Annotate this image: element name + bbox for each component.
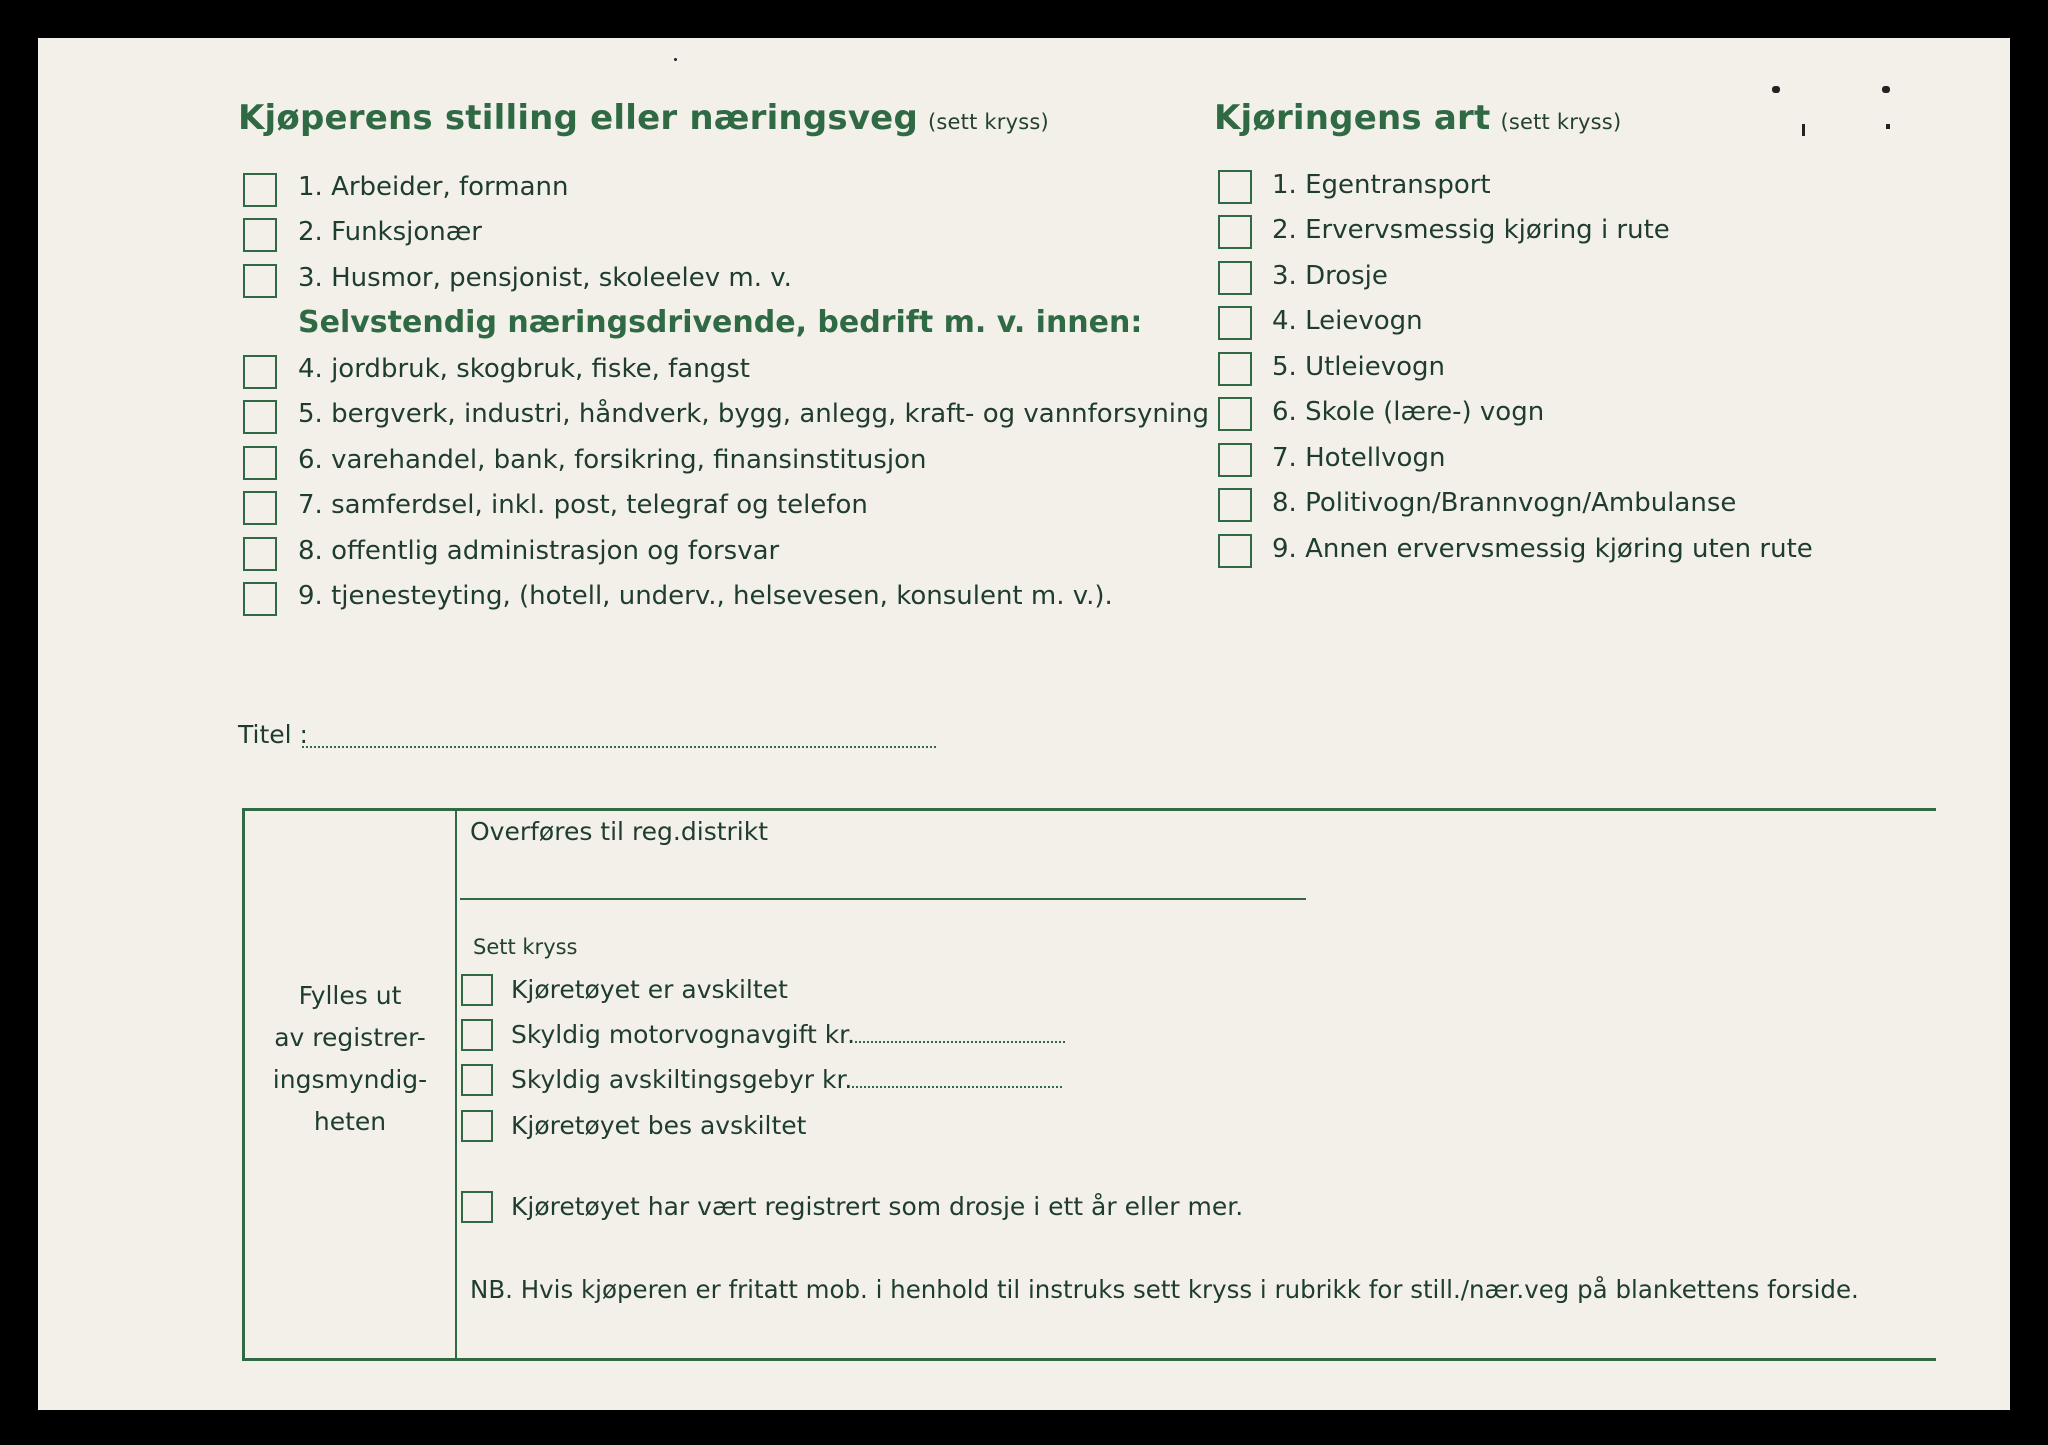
left-heading-text: Kjøperens stilling eller næringsveg — [238, 98, 918, 138]
right-heading — [1214, 98, 1621, 138]
occupation-item-3: 3. Husmor, pensjonist, skoleelev m. v. — [298, 263, 792, 293]
box-left-border — [242, 808, 245, 1361]
side-label-line-2: av registrer- — [274, 1023, 426, 1052]
deregistration-fee-amount-field[interactable] — [852, 1066, 1062, 1088]
request-deregistration-label: Kjøretøyet bes avskiltet — [511, 1111, 807, 1140]
checkbox-occupation-3[interactable] — [243, 264, 277, 298]
driving-item-9: 9. Annen ervervsmessig kjøring uten rute — [1272, 534, 1813, 564]
checkbox-driving-1[interactable] — [1218, 170, 1252, 204]
box-top-border — [242, 808, 1936, 811]
deregistration-fee-label — [511, 1065, 1062, 1094]
checkbox-deregistered[interactable] — [461, 974, 493, 1006]
side-label-line-3: ingsmyndig- — [272, 1065, 428, 1094]
title-dotted-line[interactable] — [302, 726, 936, 748]
checkbox-occupation-6[interactable] — [243, 446, 277, 480]
scan-speck — [674, 58, 677, 61]
vehicle-tax-owed-label — [511, 1020, 1065, 1049]
title-label: Titel : — [238, 720, 308, 749]
checkbox-vehicle-tax-owed[interactable] — [461, 1019, 493, 1051]
checkbox-driving-4[interactable] — [1218, 306, 1252, 340]
occupation-item-1: 1. Arbeider, formann — [298, 172, 569, 202]
left-heading-hint: (sett kryss) — [927, 110, 1049, 134]
driving-item-6: 6. Skole (lære-) vogn — [1272, 397, 1545, 427]
scan-speck — [1886, 124, 1890, 129]
occupation-item-7: 7. samferdsel, inkl. post, telegraf og telefon — [298, 490, 868, 520]
checkbox-driving-8[interactable] — [1218, 488, 1252, 522]
deregistered-label: Kjøretøyet er avskiltet — [511, 975, 788, 1004]
scan-speck — [1882, 86, 1890, 93]
checkbox-occupation-7[interactable] — [243, 491, 277, 525]
title-field — [238, 720, 308, 749]
checkbox-driving-6[interactable] — [1218, 397, 1252, 431]
registered-as-taxi-label: Kjøretøyet har vært registrert som drosje i ett år eller mer. — [511, 1192, 1244, 1221]
occupation-item-8: 8. offentlig administrasjon og forsvar — [298, 536, 780, 566]
driving-item-1: 1. Egentransport — [1272, 170, 1491, 200]
checkbox-deregistration-fee-owed[interactable] — [461, 1064, 493, 1096]
deregistration-fee-text: Skyldig avskiltingsgebyr kr. — [511, 1065, 853, 1094]
side-label-line-1: Fylles ut — [298, 981, 402, 1010]
left-heading — [238, 98, 1049, 138]
scan-speck — [1772, 86, 1780, 93]
occupation-item-9: 9. tjenesteyting, (hotell, underv., helsevesen, konsulent m. v.). — [298, 581, 1113, 611]
checkbox-occupation-1[interactable] — [243, 173, 277, 207]
driving-item-3: 3. Drosje — [1272, 261, 1388, 291]
checkbox-driving-7[interactable] — [1218, 443, 1252, 477]
checkbox-driving-2[interactable] — [1218, 215, 1252, 249]
sett-kryss-label: Sett kryss — [473, 935, 578, 959]
nb-note: NB. Hvis kjøperen er fritatt mob. i henhold til instruks sett kryss i rubrikk for still./nær.veg på blankettens forside. — [470, 1275, 1859, 1304]
checkbox-occupation-4[interactable] — [243, 355, 277, 389]
checkbox-driving-5[interactable] — [1218, 352, 1252, 386]
scan-speck — [1802, 124, 1805, 136]
driving-item-5: 5. Utleievogn — [1272, 352, 1446, 382]
side-label-line-4: heten — [313, 1107, 387, 1136]
occupation-item-5: 5. bergverk, industri, håndverk, bygg, anlegg, kraft- og vannforsyning — [298, 399, 1210, 429]
box-divider — [455, 808, 457, 1361]
registry-side-label — [246, 975, 454, 1143]
checkbox-occupation-8[interactable] — [243, 537, 277, 571]
checkbox-registered-as-taxi[interactable] — [461, 1191, 493, 1223]
checkbox-driving-9[interactable] — [1218, 534, 1252, 568]
checkbox-request-deregistration[interactable] — [461, 1110, 493, 1142]
driving-item-2: 2. Ervervsmessig kjøring i rute — [1272, 215, 1670, 245]
vehicle-tax-owed-text: Skyldig motorvognavgift kr. — [511, 1020, 856, 1049]
self-employed-subheading: Selvstendig næringsdrivende, bedrift m. v. innen: — [298, 305, 1143, 340]
checkbox-driving-3[interactable] — [1218, 261, 1252, 295]
occupation-item-4: 4. jordbruk, skogbruk, fiske, fangst — [298, 354, 750, 384]
transfer-label: Overføres til reg.distrikt — [470, 817, 769, 846]
checkbox-occupation-5[interactable] — [243, 400, 277, 434]
checkbox-occupation-2[interactable] — [243, 218, 277, 252]
right-heading-hint: (sett kryss) — [1500, 110, 1622, 134]
driving-item-8: 8. Politivogn/Brannvogn/Ambulanse — [1272, 488, 1737, 518]
transfer-input-line[interactable] — [460, 898, 1306, 900]
right-heading-text: Kjøringens art — [1214, 98, 1491, 138]
driving-item-7: 7. Hotellvogn — [1272, 443, 1446, 473]
occupation-item-2: 2. Funksjonær — [298, 217, 482, 247]
occupation-item-6: 6. varehandel, bank, forsikring, finansinstitusjon — [298, 445, 927, 475]
checkbox-occupation-9[interactable] — [243, 582, 277, 616]
vehicle-tax-amount-field[interactable] — [855, 1021, 1065, 1043]
driving-item-4: 4. Leievogn — [1272, 306, 1423, 336]
box-bottom-border — [242, 1358, 1936, 1361]
